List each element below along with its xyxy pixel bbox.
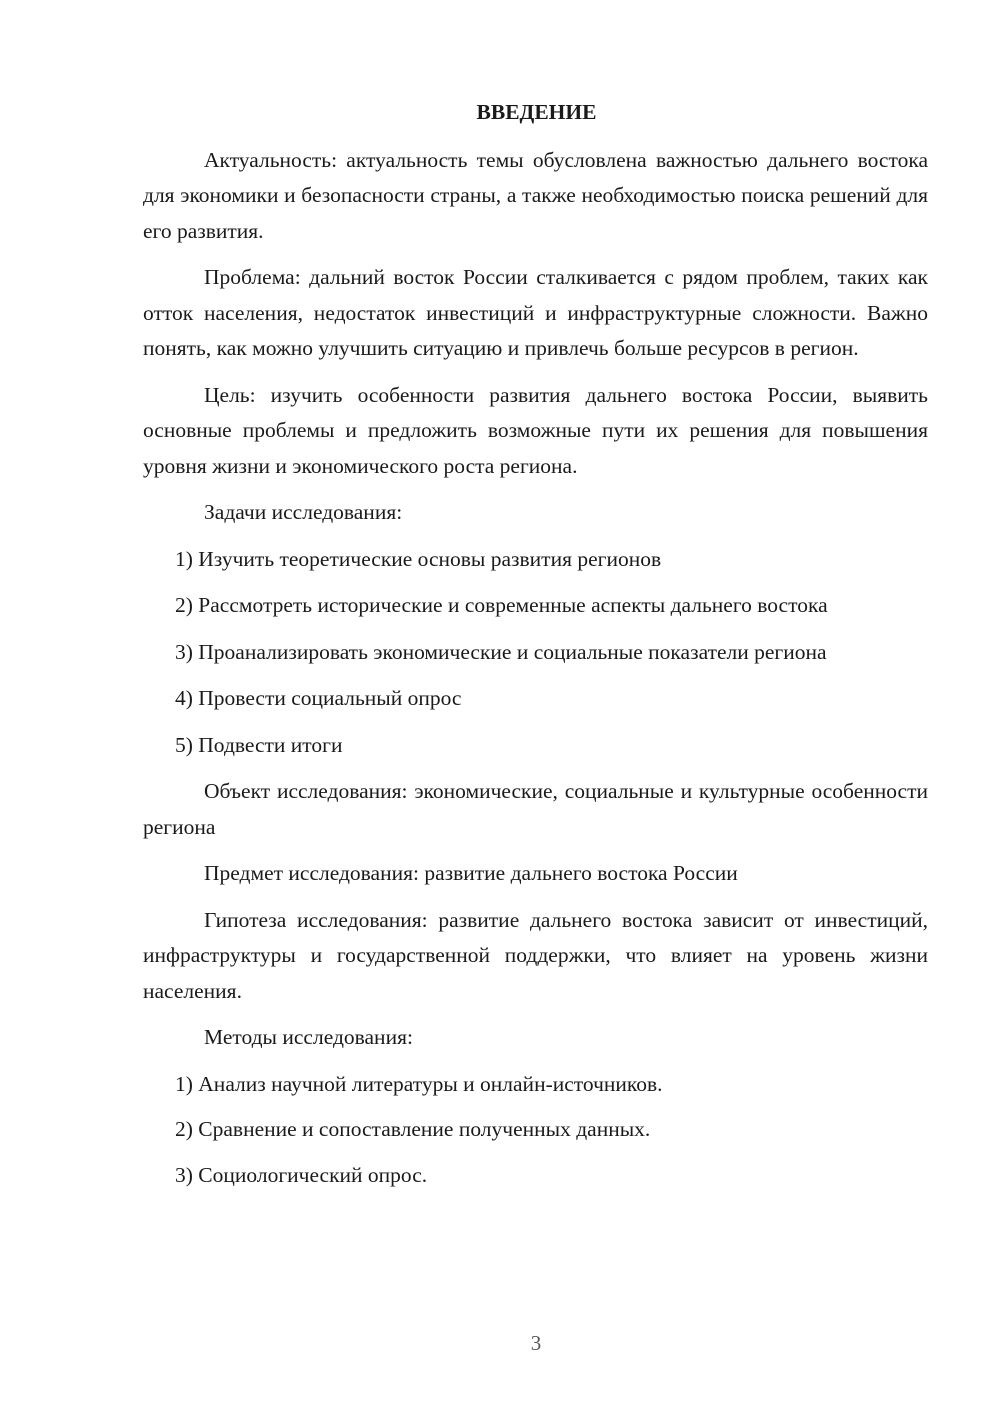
- subject-paragraph: Предмет исследования: развитие дальнего востока России: [204, 861, 738, 885]
- relevance-paragraph: Актуальность: актуальность темы обусловлена важностью дальнего востока для экономики и безопасности страны, а также необходимостью поиска решений для его развития.: [143, 147, 928, 243]
- goal-paragraph: Цель: изучить особенности развития дальнего востока России, выявить основные проблемы и предложить возможные пути их решения для повышения уровня жизни и экономического роста региона.: [143, 382, 928, 478]
- object-paragraph: Объект исследования: экономические, социальные и культурные особенности региона: [143, 779, 928, 839]
- method-item: 1) Анализ научной литературы и онлайн-источников.: [175, 1071, 663, 1096]
- tasks-heading: Задачи исследования:: [204, 500, 403, 524]
- document-page: [143, 95, 928, 1203]
- task-item: 2) Рассмотреть исторические и современные аспекты дальнего востока: [175, 593, 828, 617]
- hypothesis-paragraph: Гипотеза исследования: развитие дальнего востока зависит от инвестиций, инфраструктуры и государственной поддержки, что влияет на уровень жизни населения.: [143, 907, 928, 1003]
- methods-heading: Методы исследования:: [204, 1025, 413, 1049]
- task-item: 3) Проанализировать экономические и социальные показатели региона: [175, 639, 827, 664]
- method-item: 2) Сравнение и сопоставление полученных данных.: [175, 1117, 651, 1141]
- task-item: 5) Подвести итоги: [175, 732, 343, 757]
- task-item: 4) Провести социальный опрос: [175, 686, 462, 710]
- task-item: 1) Изучить теоретические основы развития регионов: [175, 546, 662, 571]
- page-number: 3: [530, 1331, 542, 1355]
- method-item: 3) Социологический опрос.: [175, 1162, 428, 1187]
- problem-paragraph: Проблема: дальний восток России сталкивается с рядом проблем, таких как отток населения, недостаток инвестиций и инфраструктурные сложности. Важно понять, как можно улучшить ситуацию и привлечь больше ресурсов в регион.: [143, 265, 928, 360]
- section-title: ВВЕДЕНИЕ: [476, 100, 597, 124]
